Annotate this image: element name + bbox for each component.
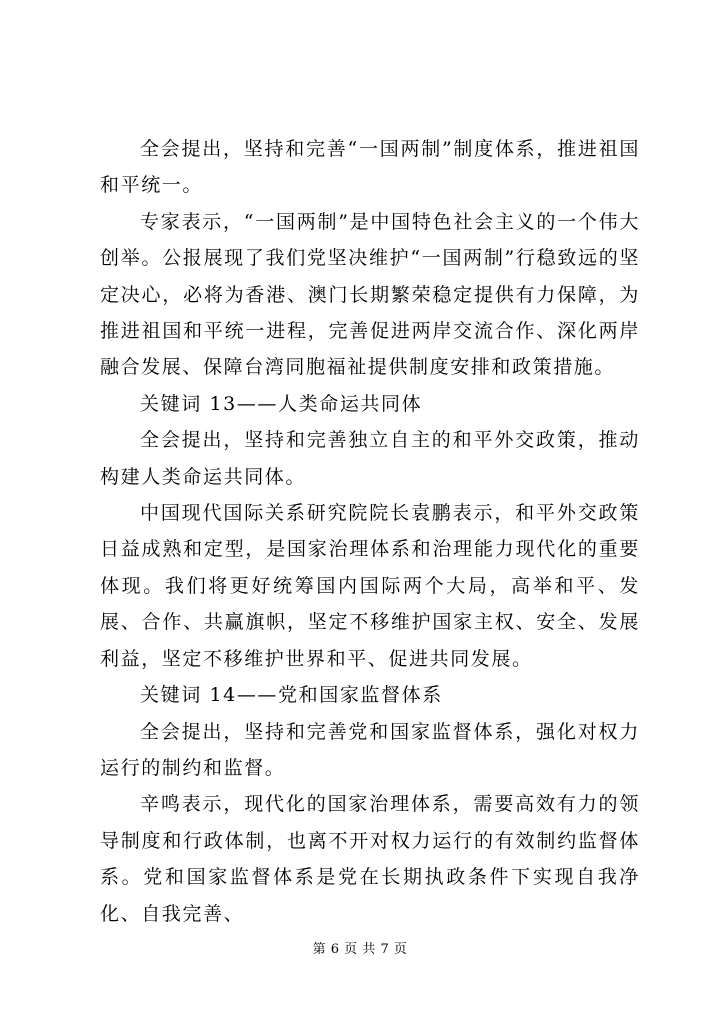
keyword-heading-14: 关键词 14——党和国家监督体系 [140, 684, 443, 707]
keyword-heading-13: 关键词 13——人类命运共同体 [140, 392, 423, 415]
document-body [100, 131, 640, 932]
paragraph-supervision: 全会提出，坚持和完善党和国家监督体系，强化对权力运行的制约和监督。 [100, 720, 640, 779]
paragraph-yuan-peng: 中国现代国际关系研究院院长袁鹏表示，和平外交政策日益成熟和定型，是国家治理体系和治理能力现代化的重要体现。我们将更好统筹国内国际两个大局，高举和平、发展、合作、共赢旗帜，坚定不移维护国家主权、安全、发展利益，坚定不移维护世界和平、促进共同发展。 [100, 502, 640, 670]
page-number-footer: 第 6 页 共 7 页 [312, 942, 408, 957]
paragraph-reunification: 全会提出，坚持和完善“一国两制”制度体系，推进祖国和平统一。 [100, 138, 640, 197]
paragraph-expert-view: 专家表示，“一国两制”是中国特色社会主义的一个伟大创举。公报展现了我们党坚决维护“一国两制”行稳致远的坚定决心，必将为香港、澳门长期繁荣稳定提供有力保障，为推进祖国和平统一进程，完善促进两岸交流合作、深化两岸融合发展、保障台湾同胞福祉提供制度安排和政策措施。 [100, 210, 640, 379]
paragraph-xin-ming: 辛鸣表示，现代化的国家治理体系，需要高效有力的领导制度和行政体制，也离不开对权力运行的有效制约监督体系。党和国家监督体系是党在长期执政条件下实现自我净化、自我完善、 [100, 793, 640, 925]
paragraph-foreign-policy: 全会提出，坚持和完善独立自主的和平外交政策，推动构建人类命运共同体。 [100, 429, 640, 488]
